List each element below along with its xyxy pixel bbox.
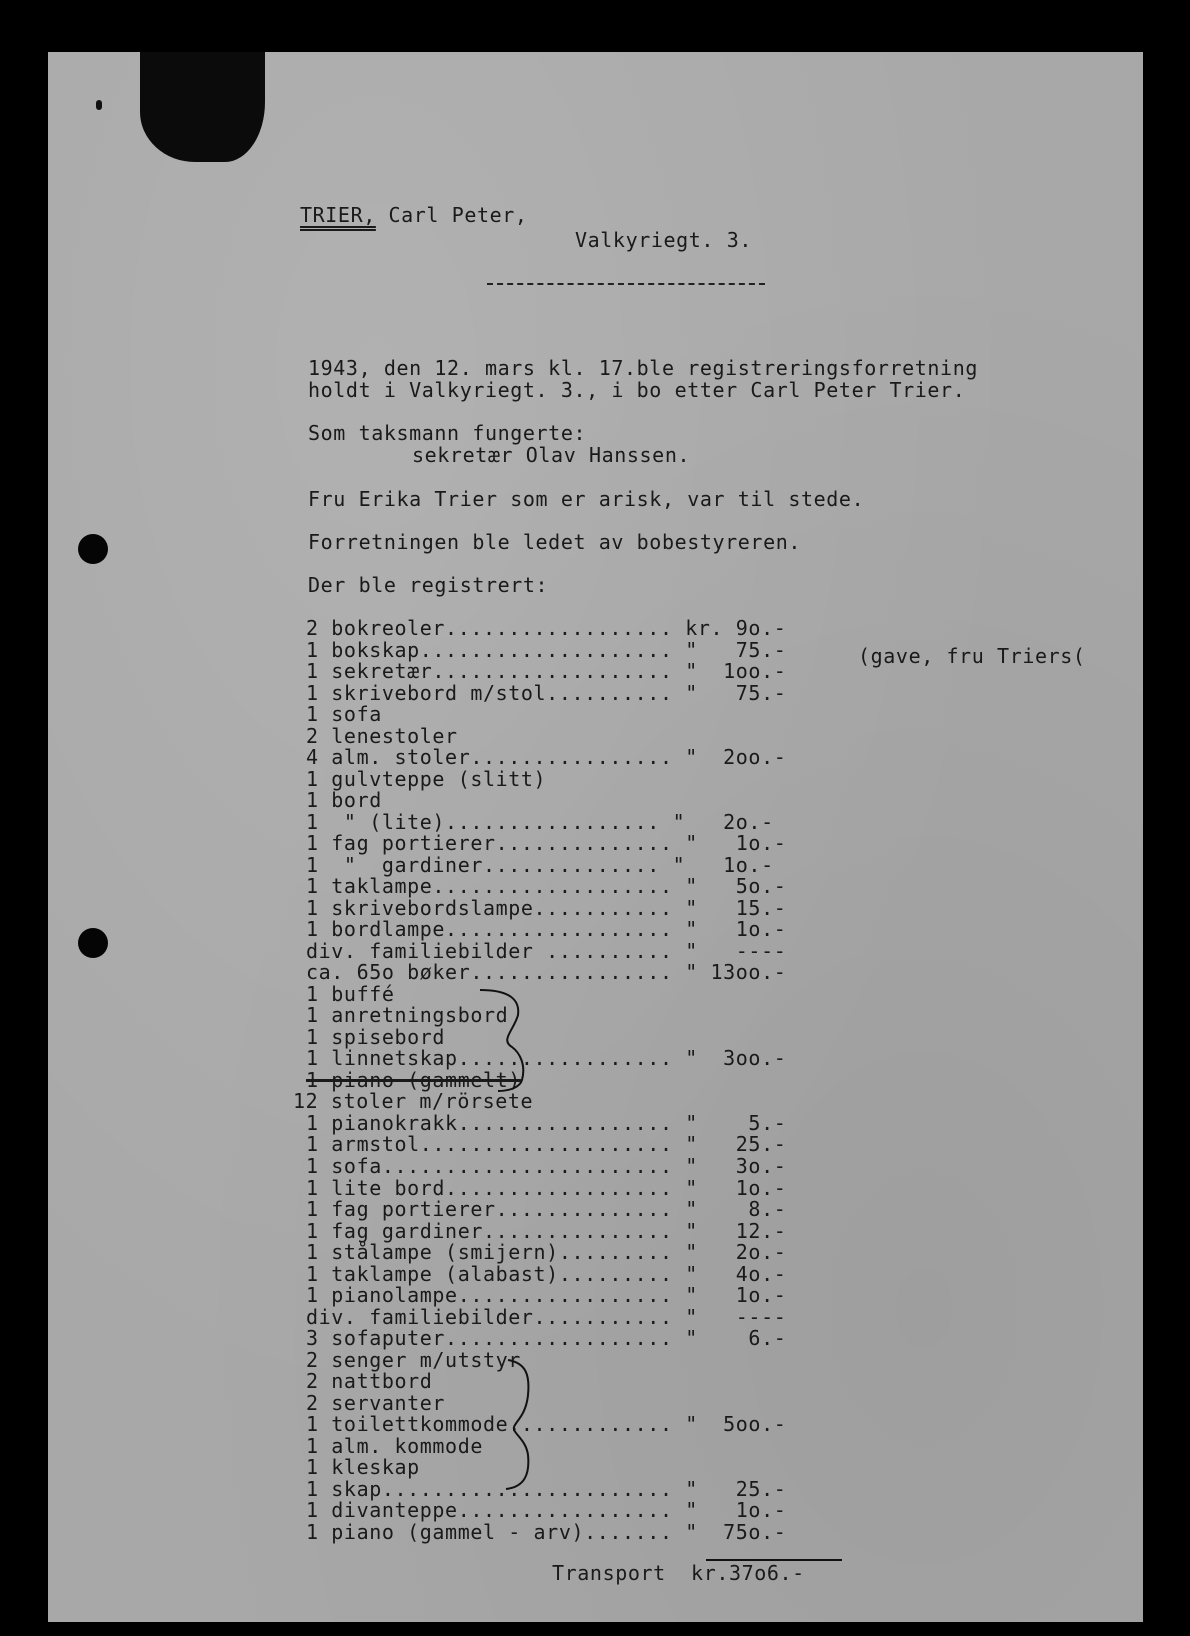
inventory-item: 1 anretningsbord <box>306 1003 509 1028</box>
inventory-item: 1 stålampe (smijern)......... " 2o.- <box>306 1240 787 1265</box>
side-note: (gave, fru Triers( <box>858 644 1086 668</box>
inventory-item: 1 sekretær................... " 1oo.- <box>306 659 787 684</box>
inventory-item: 1 gulvteppe (slitt) <box>306 766 547 791</box>
inventory-item: 2 lenestoler <box>306 723 458 748</box>
inventory-item: div. familiebilder........... " ---- <box>306 1304 787 1329</box>
inventory-item: 1 piano (gammel - arv)....... " 75o.- <box>306 1519 787 1544</box>
inventory-item: 1 divanteppe................. " 1o.- <box>306 1498 787 1523</box>
inventory-item: 1 skrivebordslampe........... " 15.- <box>306 895 787 920</box>
led-line: Forretningen ble ledet av bobestyreren. <box>308 530 801 554</box>
inventory-item: 1 fag portierer.............. " 8.- <box>306 1197 787 1222</box>
inventory-item: 1 taklampe................... " 5o.- <box>306 874 787 899</box>
inventory-item: 1 skap....................... " 25.- <box>306 1476 787 1501</box>
inventory-item: 1 taklampe (alabast)......... " 4o.- <box>306 1261 787 1286</box>
inventory-item: 1 " (lite)................. " 2o.- <box>306 809 774 834</box>
inventory-item: 2 senger m/utstyr <box>306 1347 521 1372</box>
punch-hole-lower <box>78 928 108 958</box>
bracket-dining <box>470 985 540 1095</box>
inventory-item: 2 servanter <box>306 1390 446 1415</box>
inventory-item: 1 fag portierer.............. " 1o.- <box>306 831 787 856</box>
heading-name <box>300 205 528 226</box>
torn-corner <box>140 52 265 162</box>
separator-line <box>487 283 765 285</box>
inventory-item: div. familiebilder .......... " ---- <box>306 938 787 963</box>
inventory-item: 1 armstol.................... " 25.- <box>306 1132 787 1157</box>
ink-mark <box>96 100 102 110</box>
inventory-item: 1 bordlampe.................. " 1o.- <box>306 917 787 942</box>
inventory-item: 1 linnetskap................. " 3oo.- <box>306 1046 787 1071</box>
inventory-item: 4 alm. stoler................ " 2oo.- <box>306 745 787 770</box>
inventory-item: 1 bokskap.................... " 75.- <box>306 637 787 662</box>
inventory-item: 2 bokreoler.................. kr. 9o.- <box>306 616 787 640</box>
present-line: Fru Erika Trier som er arisk, var til stede. <box>308 487 865 511</box>
inventory-item: 3 sofaputer.................. " 6.- <box>306 1326 787 1351</box>
intro-line-1: 1943, den 12. mars kl. 17.ble registreringsforretning <box>308 356 978 380</box>
intro-line-2: holdt i Valkyriegt. 3., i bo etter Carl Peter Trier. <box>308 378 966 402</box>
inventory-item: 1 fag gardiner............... " 12.- <box>306 1218 787 1243</box>
inventory-item: 1 buffé <box>306 981 395 1006</box>
surname: TRIER, <box>300 203 376 227</box>
inventory-item: 1 lite bord.................. " 1o.- <box>306 1175 787 1200</box>
punch-hole-upper <box>78 534 108 564</box>
inventory-item: 1 spisebord <box>306 1024 446 1049</box>
inventory-item: 2 nattbord <box>306 1369 433 1394</box>
inventory-item: 1 sofa <box>306 702 382 727</box>
inventory-item: ca. 65o bøker................ " 13oo.- <box>306 960 787 985</box>
inventory-item: 1 " gardiner.............. " 1o.- <box>306 852 774 877</box>
appraiser-name: sekretær Olav Hanssen. <box>412 443 691 467</box>
inventory-item: 1 bord <box>306 788 382 813</box>
heading-address: Valkyriegt. 3. <box>575 228 752 252</box>
given-name: Carl Peter, <box>375 203 528 227</box>
inventory-item: 1 pianolampe................. " 1o.- <box>306 1283 787 1308</box>
inventory-item: 1 skrivebord m/stol.......... " 75.- <box>306 680 787 705</box>
transport-total: Transport kr.37o6.- <box>552 1561 805 1585</box>
inventory-item: 1 kleskap <box>306 1455 420 1480</box>
inventory-item: 1 pianokrakk................. " 5.- <box>306 1110 787 1135</box>
inventory-item: 1 sofa....................... " 3o.- <box>306 1154 787 1178</box>
registered-line: Der ble registrert: <box>308 573 549 597</box>
inventory-item: 12 stoler m/rörsete <box>293 1089 534 1114</box>
bracket-bedroom <box>498 1355 548 1495</box>
appraiser-label: Som taksmann fungerte: <box>308 421 587 445</box>
inventory-item: 1 alm. kommode <box>306 1433 483 1458</box>
inventory-item: 1 piano (gammelt) <box>306 1067 521 1092</box>
inventory-item: 1 toilettkommode............. " 5oo.- <box>306 1412 787 1437</box>
